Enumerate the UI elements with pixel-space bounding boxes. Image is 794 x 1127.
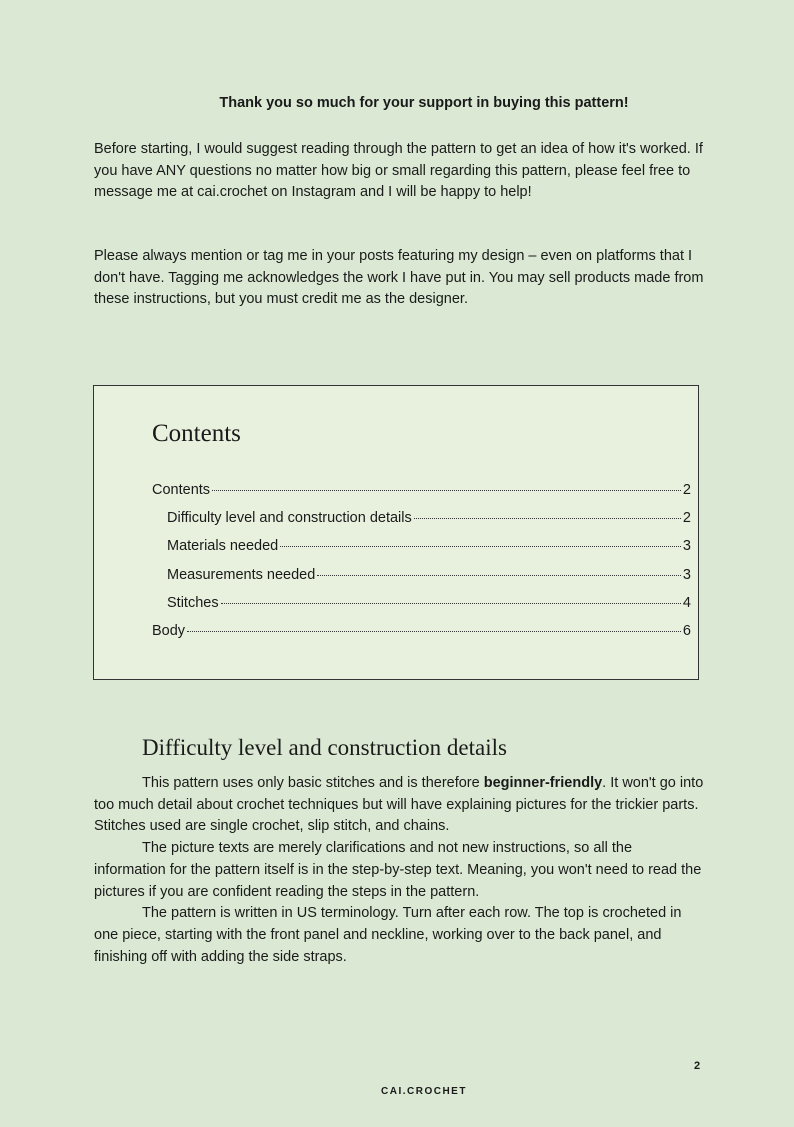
toc-entry-label: Materials needed [167, 538, 279, 555]
section-paragraph-2: The picture texts are merely clarifications and not new instructions, so all the information for the pattern itself is in the step-by-step text. Meaning, you won't need to read the pictures if you are confident reading the steps in the pattern. [94, 840, 702, 900]
table-of-contents [152, 482, 691, 651]
section-heading: Difficulty level and construction details [142, 735, 507, 760]
toc-entry-label: Contents [152, 482, 211, 498]
toc-entry-materials[interactable] [152, 538, 691, 566]
intro-paragraph-1: Before starting, I would suggest reading through the pattern to get an idea of how it's worked. If you have ANY questions no matter how big or small regarding this pattern, please feel free to message me at cai.crochet on Instagram and I will be happy to help! [94, 141, 703, 200]
paragraph-text: . It won't go into too much detail about crochet techniques but will have explaining pictures for the trickier parts. Stitches used are single crochet, slip stitch, and chains. [94, 775, 704, 835]
toc-entry-page: 3 [682, 566, 691, 583]
contents-title: Contents [152, 420, 241, 447]
toc-dot-leader [221, 603, 681, 604]
toc-dot-leader [187, 631, 681, 632]
page-number: 2 [694, 1060, 701, 1072]
toc-entry-page: 2 [682, 482, 691, 498]
paragraph-text: This pattern uses only basic stitches and is therefore [142, 775, 484, 791]
toc-dot-leader [212, 490, 681, 491]
toc-entry-page: 6 [682, 622, 691, 639]
toc-entry-measurements[interactable] [152, 567, 691, 595]
toc-entry-page: 4 [682, 594, 691, 611]
toc-entry-difficulty[interactable] [152, 510, 691, 538]
intro-heading: Thank you so much for your support in buying this pattern! [219, 95, 629, 111]
toc-dot-leader [317, 575, 681, 576]
toc-entry-body[interactable] [152, 623, 691, 651]
section-body [94, 773, 706, 968]
footer-brand: CAI.CROCHET [381, 1086, 467, 1097]
toc-dot-leader [414, 518, 681, 519]
section-paragraph-1 [94, 773, 706, 838]
toc-entry-label: Measurements needed [167, 566, 316, 583]
toc-entry-label: Body [152, 622, 186, 639]
emphasis-text: beginner-friendly [483, 775, 603, 791]
toc-dot-leader [280, 546, 681, 547]
toc-entry-page: 2 [682, 510, 691, 527]
toc-entry-label: Stitches [167, 594, 219, 611]
toc-entry-stitches[interactable] [152, 595, 691, 623]
toc-entry-page: 3 [682, 538, 691, 555]
section-paragraph-3: The pattern is written in US terminology. Turn after each row. The top is crocheted in one piece, starting with the front panel and neckline, working over to the back panel, and finishing off with adding the side straps. [94, 905, 682, 965]
intro-paragraph-2: Please always mention or tag me in your posts featuring my design – even on platforms that I don't have. Tagging me acknowledges the work I have put in. You may sell products made from these instructions, but you must credit me as the designer. [94, 248, 704, 307]
toc-entry-contents[interactable] [152, 482, 691, 510]
toc-entry-label: Difficulty level and construction details [167, 510, 412, 527]
